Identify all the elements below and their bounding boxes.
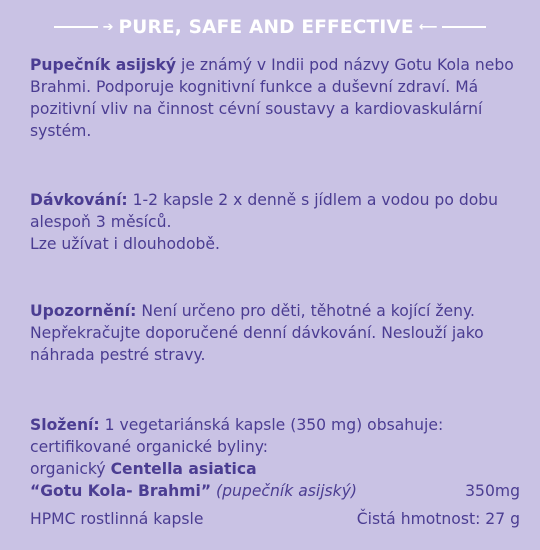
dosage-label: Dávkování: bbox=[30, 191, 128, 209]
dosage-section bbox=[30, 189, 520, 255]
intro-text: je známý v Indii pod názvy Gotu Kola nebo Brahmi. Podporuje kognitivní funkce a duševní zdraví. Má pozitivní vliv na činnost cévní soustavy a kardiovaskulární systém. bbox=[30, 56, 514, 140]
dosage-note: Lze užívat i dlouhodobě. bbox=[30, 235, 220, 253]
composition-section bbox=[30, 414, 520, 530]
warning-text: Není určeno pro děti, těhotné a kojící ženy. Nepřekračujte doporučené denní dávkování. Neslouží jako náhrada pestré stravy. bbox=[30, 302, 484, 364]
warning-section bbox=[30, 300, 520, 366]
intro-paragraph bbox=[30, 54, 520, 142]
composition-line-3: organický bbox=[30, 460, 111, 478]
composition-text: 1 vegetariánská kapsle (350 mg) obsahuje: bbox=[99, 416, 444, 434]
product-name: Pupečník asijský bbox=[30, 56, 177, 74]
net-weight: Čistá hmotnost: 27 g bbox=[356, 510, 520, 528]
ingredient-paren-close: ) bbox=[350, 482, 358, 500]
section-header bbox=[0, 12, 540, 42]
ingredient-czech-name: pupečník asijský bbox=[222, 482, 351, 500]
header-title: PURE, SAFE AND EFFECTIVE bbox=[118, 16, 414, 38]
ingredient-row bbox=[30, 480, 520, 502]
arrow-left-icon: ⟵ bbox=[418, 19, 438, 35]
ingredient-amount: 350mg bbox=[465, 482, 520, 500]
ingredient-common-name: “Gotu Kola- Brahmi” bbox=[30, 482, 212, 500]
ingredient-paren-open: ( bbox=[211, 482, 223, 500]
header-line-left bbox=[54, 26, 98, 28]
capsule-row bbox=[30, 508, 520, 530]
warning-label: Upozornění: bbox=[30, 302, 137, 320]
arrow-right-icon: ➔ bbox=[102, 19, 114, 35]
header-line-right bbox=[442, 26, 486, 28]
capsule-type: HPMC rostlinná kapsle bbox=[30, 510, 204, 528]
dosage-text: 1-2 kapsle 2 x denně s jídlem a vodou po dobu alespoň 3 měsíců. bbox=[30, 191, 499, 231]
composition-label: Složení: bbox=[30, 416, 100, 434]
composition-line-2: certifikované organické byliny: bbox=[30, 438, 269, 456]
ingredient-latin-name: Centella asiatica bbox=[110, 460, 257, 478]
